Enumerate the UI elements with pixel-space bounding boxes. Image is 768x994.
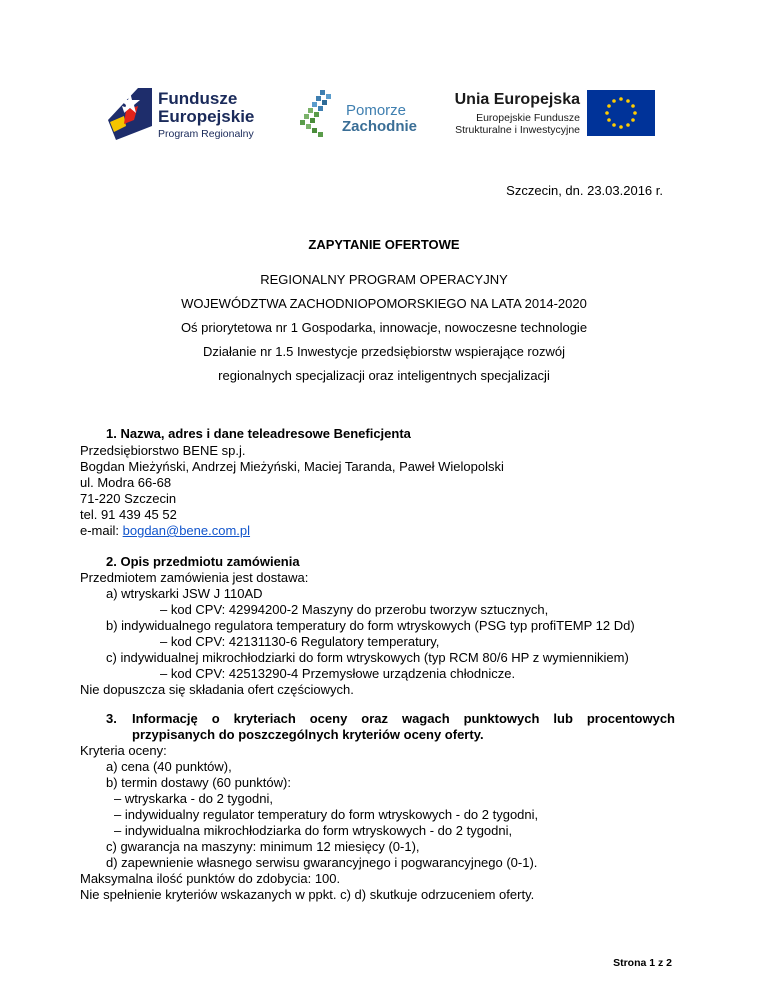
fe-star-icon: [108, 86, 154, 142]
order-intro: Przedmiotem zamówienia jest dostawa:: [80, 570, 309, 585]
criterion-c: c) gwarancja na maszyny: minimum 12 miesięcy (0-1),: [106, 839, 420, 854]
beneficiary-company: Przedsiębiorstwo BENE sp.j.: [80, 443, 246, 458]
criterion-b-dash-1: – wtryskarka - do 2 tygodni,: [114, 791, 273, 806]
criterion-d: d) zapewnienie własnego serwisu gwarancyjnego i pogwarancyjnego (0-1).: [106, 855, 538, 870]
criterion-a: a) cena (40 punktów),: [106, 759, 232, 774]
pz-line1: Pomorze: [346, 102, 407, 119]
partial-offers-note: Nie dopuszcza się składania ofert częściowych.: [80, 682, 354, 697]
section-3-heading-line2: przypisanych do poszczególnych kryteriów oceny oferty.: [132, 727, 484, 742]
beneficiary-city: 71-220 Szczecin: [80, 491, 177, 506]
document-title: ZAPYTANIE OFERTOWE: [308, 237, 460, 252]
eu-flag-icon: [587, 90, 655, 136]
section-1-heading: 1. Nazwa, adres i dane teleadresowe Beneficjenta: [106, 426, 411, 441]
order-item-c: c) indywidualnej mikrochłodziarki do form wtryskowych (typ RCM 80/6 HP z wymiennikiem): [106, 650, 629, 665]
pomorze-zachodnie-logo: [298, 86, 418, 144]
pz-mosaic-icon: [298, 86, 342, 142]
rejection-note: Nie spełnienie kryteriów wskazanych w ppkt. c) d) skutkuje odrzuceniem oferty.: [80, 887, 535, 902]
order-item-a: a) wtryskarki JSW J 110AD: [106, 586, 263, 601]
order-item-b-cpv: – kod CPV: 42131130-6 Regulatory temperatury,: [160, 634, 440, 649]
max-points: Maksymalna ilość punktów do zdobycia: 100.: [80, 871, 341, 886]
logo-bar: [0, 80, 768, 150]
program-line-3: Oś priorytetowa nr 1 Gospodarka, innowacje, nowoczesne technologie: [180, 320, 588, 335]
beneficiary-owners: Bogdan Mieżyński, Andrzej Mieżyński, Maciej Taranda, Paweł Wielopolski: [80, 459, 504, 474]
beneficiary-street: ul. Modra 66-68: [80, 475, 172, 490]
beneficiary-email-line: [80, 523, 250, 539]
ue-line1: Unia Europejska: [454, 91, 580, 108]
program-line-2: WOJEWÓDZTWA ZACHODNIOPOMORSKIEGO NA LATA 2014-2020: [181, 296, 587, 311]
fe-line2: Europejskie: [158, 107, 255, 126]
fe-line1: Fundusze: [158, 89, 238, 108]
page-number: Strona 1 z 2: [613, 957, 672, 969]
section-2-heading: 2. Opis przedmiotu zamówienia: [106, 554, 300, 569]
unia-europejska-logo: [446, 86, 656, 144]
ue-line3: Strukturalne i Inwestycyjne: [455, 124, 580, 136]
email-link[interactable]: bogdan@bene.com.pl: [122, 523, 251, 538]
pz-line2: Zachodnie: [342, 118, 418, 135]
email-label: e-mail:: [80, 523, 123, 538]
section-3-heading-line1: Informację o kryteriach oceny oraz wagach punktowych lub procentowych: [132, 711, 675, 726]
beneficiary-phone: tel. 91 439 45 52: [80, 507, 177, 522]
program-line-1: REGIONALNY PROGRAM OPERACYJNY: [260, 272, 508, 287]
fe-line3: Program Regionalny: [158, 128, 254, 140]
criterion-b-dash-2: – indywidualny regulator temperatury do form wtryskowych - do 2 tygodni,: [114, 807, 539, 822]
order-item-b: b) indywidualnego regulatora temperatury do form wtryskowych (PSG typ profiTEMP 12 Dd): [106, 618, 635, 633]
program-line-5: regionalnych specjalizacji oraz inteligentnych specjalizacji: [218, 368, 550, 383]
criterion-b-dash-3: – indywidualna mikrochłodziarka do form wtryskowych - do 2 tygodni,: [114, 823, 513, 838]
order-item-c-cpv: – kod CPV: 42513290-4 Przemysłowe urządzenia chłodnicze.: [160, 666, 516, 681]
document-date: Szczecin, dn. 23.03.2016 r.: [506, 183, 663, 198]
criteria-intro: Kryteria oceny:: [80, 743, 167, 758]
fundusze-europejskie-logo: [108, 86, 268, 144]
criterion-b: b) termin dostawy (60 punktów):: [106, 775, 291, 790]
ue-line2: Europejskie Fundusze: [476, 112, 580, 124]
program-line-4: Działanie nr 1.5 Inwestycje przedsiębiorstw wspierające rozwój: [203, 344, 565, 359]
section-3-number: 3.: [106, 711, 117, 726]
order-item-a-cpv: – kod CPV: 42994200-2 Maszyny do przerobu tworzyw sztucznych,: [160, 602, 549, 617]
